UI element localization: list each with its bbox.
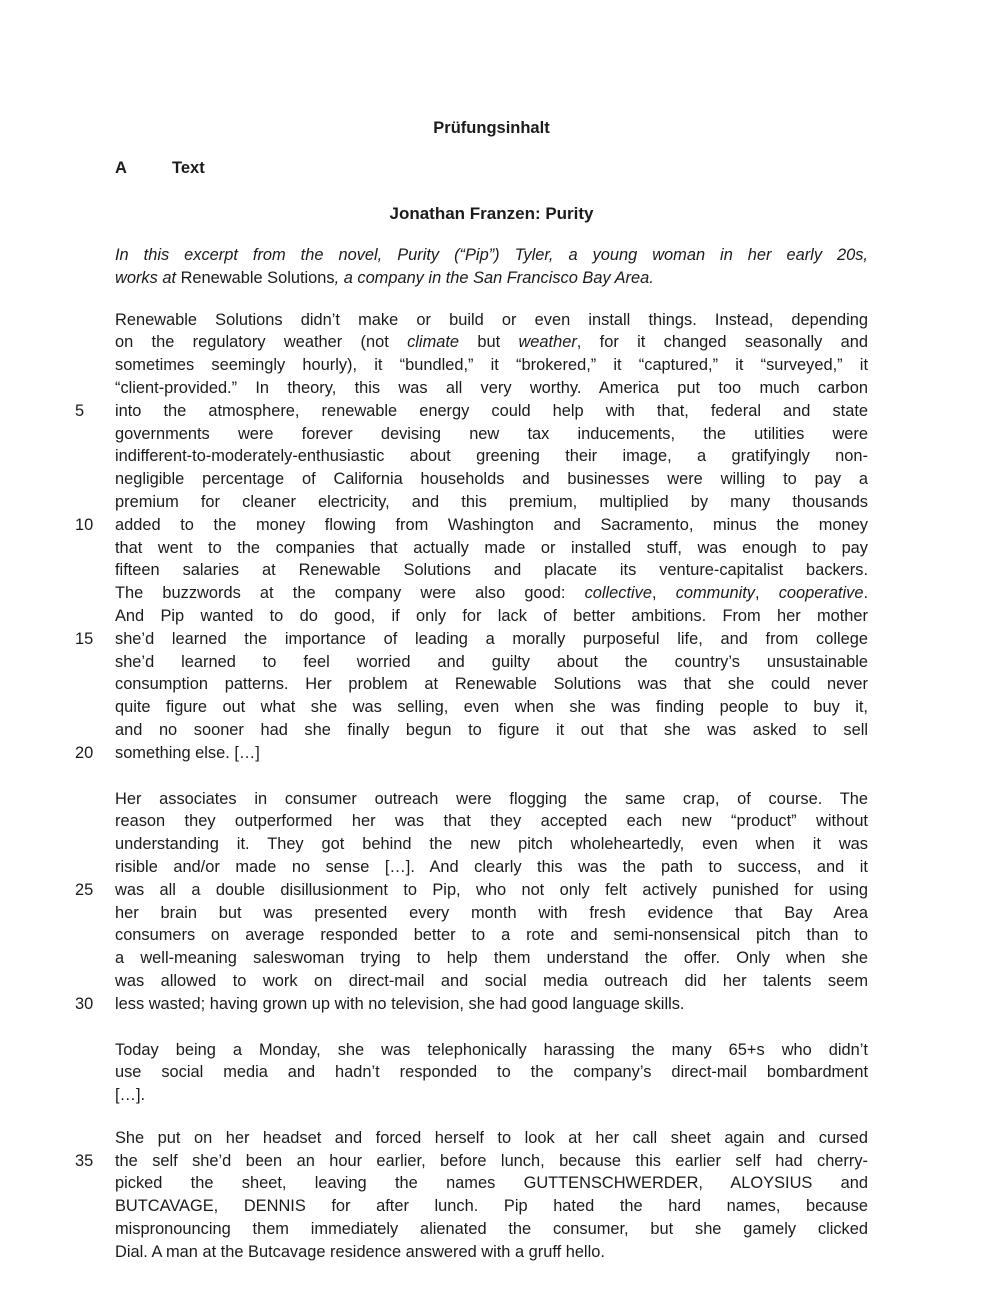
italic-run: climate xyxy=(407,333,460,352)
text-run: Her associates in consumer outreach were flogging the same crap, of course. The xyxy=(115,789,868,808)
line-number: 25 xyxy=(75,880,94,899)
line-number: 35 xyxy=(75,1151,94,1170)
paragraph xyxy=(75,309,869,765)
text-run: She put on her headset and forced herself to look at her call sheet again and cursed xyxy=(115,1128,868,1147)
text-run: Renewable Solutions xyxy=(180,268,335,287)
text-run: premium for cleaner electricity, and this premium, multiplied by many thousands xyxy=(115,492,868,511)
text-run: she’d learned to feel worried and guilty about the country’s unsustainable xyxy=(115,652,868,671)
page-heading: Prüfungsinhalt xyxy=(433,119,550,137)
text-run: that went to the companies that actually made or installed stuff, was enough to pay xyxy=(115,538,868,557)
text-run: reason they outperformed her was that they accepted each new “product” without xyxy=(115,812,868,831)
text-line xyxy=(115,1218,868,1241)
text-line xyxy=(115,468,868,491)
text-line xyxy=(115,1039,868,1062)
text-line xyxy=(75,993,868,1016)
text-run: “client-provided.” In theory, this was all very worthy. America put too much carbon xyxy=(115,378,868,397)
text-run: consumers on average responded better to a rote and semi-nonsensical pitch than to xyxy=(115,926,868,945)
text-line xyxy=(115,902,868,925)
text-run: a well-meaning saleswoman trying to help them understand the offer. Only when she xyxy=(115,949,868,968)
text-run: her brain but was presented every month with fresh evidence that Bay Area xyxy=(115,903,868,922)
text-run: sometimes seemingly hourly), it “bundled,” it “brokered,” it “captured,” it “surveyed,” it xyxy=(115,356,868,375)
text-run: mispronouncing them immediately alienated the consumer, but she gamely clicked xyxy=(115,1220,868,1239)
text-run: less wasted; having grown up with no television, she had good language skills. xyxy=(115,994,685,1013)
paragraph xyxy=(75,788,868,1016)
italic-run: collective xyxy=(584,584,652,603)
text-line xyxy=(115,377,868,400)
text-run: Dial. A man at the Butcavage residence answered with a gruff hello. xyxy=(115,1242,605,1261)
text-line xyxy=(115,651,868,674)
line-number: 10 xyxy=(75,515,94,534)
text-run: consumption patterns. Her problem at Renewable Solutions was that she could never xyxy=(115,675,868,694)
text-line xyxy=(115,423,868,446)
text-run: added to the money flowing from Washington and Sacramento, minus the money xyxy=(115,515,868,534)
italic-run: works at xyxy=(115,268,181,287)
paragraph xyxy=(75,1127,868,1264)
text-run: was allowed to work on direct-mail and social media outreach did her talents seem xyxy=(115,971,868,990)
text-run: governments were forever devising new tax inducements, the utilities were xyxy=(115,424,868,443)
text-line xyxy=(75,628,868,651)
text-run: quite figure out what she was selling, even when she was finding people to buy it, xyxy=(115,698,868,717)
line-number: 30 xyxy=(75,994,94,1013)
section-label: A xyxy=(115,159,127,177)
text-run: and no sooner had she finally begun to figure it out that she was asked to sell xyxy=(115,720,868,739)
text-line xyxy=(115,970,868,993)
text-line xyxy=(115,605,868,628)
text-line xyxy=(115,810,868,833)
text-line xyxy=(75,742,868,765)
text-line xyxy=(115,856,868,879)
text-line xyxy=(115,331,868,354)
text-line xyxy=(115,244,868,267)
intro-paragraph xyxy=(115,244,868,290)
italic-run: In this excerpt from the novel, Purity (“Pip”) Tyler, a young woman in her early 20s, xyxy=(115,246,868,264)
italic-run: , a company in the San Francisco Bay Area. xyxy=(334,268,654,287)
text-run: picked the sheet, leaving the names GUTTENSCHWERDER, ALOYSIUS and xyxy=(115,1174,868,1193)
italic-run: community xyxy=(675,584,755,603)
text-line xyxy=(115,947,868,970)
text-run: understanding it. They got behind the new pitch wholeheartedly, even when it was xyxy=(115,835,868,854)
text-line xyxy=(115,559,868,582)
text-line xyxy=(115,491,868,514)
text-run: something else. […] xyxy=(115,743,260,762)
text-line xyxy=(115,1127,868,1150)
text-line xyxy=(115,833,868,856)
text-run: And Pip wanted to do good, if only for lack of better ambitions. From her mother xyxy=(115,606,868,625)
text-run: , xyxy=(651,584,676,603)
paragraph xyxy=(115,1039,868,1107)
section-title: Text xyxy=(172,159,205,177)
line-number: 20 xyxy=(75,743,94,762)
italic-run: weather xyxy=(518,333,577,352)
text-line xyxy=(115,445,868,468)
text-run: the self she’d been an hour earlier, before lunch, because this earlier self had cherry- xyxy=(115,1151,868,1170)
text-line xyxy=(115,309,868,332)
text-run: she’d learned the importance of leading a morally purposeful life, and from college xyxy=(115,629,868,648)
text-run: negligible percentage of California households and businesses were willing to pay a xyxy=(115,470,868,489)
document-title: Jonathan Franzen: Purity xyxy=(389,204,594,223)
text-run: […]. xyxy=(115,1086,146,1105)
text-line xyxy=(115,673,868,696)
text-line xyxy=(75,400,868,423)
text-line xyxy=(75,1150,868,1173)
text-run: into the atmosphere, renewable energy could help with that, federal and state xyxy=(115,401,868,420)
text-line xyxy=(115,1241,868,1264)
text-line xyxy=(115,537,868,560)
italic-run: cooperative xyxy=(778,584,864,603)
line-number: 5 xyxy=(75,401,85,420)
text-run: . xyxy=(863,584,869,603)
text-line xyxy=(115,788,868,811)
text-run: was all a double disillusionment to Pip, who not only felt actively punished for using xyxy=(115,880,868,899)
text-line xyxy=(115,1061,868,1084)
text-line xyxy=(75,879,868,902)
text-line xyxy=(115,267,868,290)
text-line xyxy=(115,696,868,719)
text-line xyxy=(115,719,868,742)
text-run: BUTCAVAGE, DENNIS for after lunch. Pip hated the hard names, because xyxy=(115,1197,868,1216)
text-body xyxy=(75,244,869,1264)
text-run: fifteen salaries at Renewable Solutions and placate its venture-capitalist backers. xyxy=(115,561,868,580)
text-line xyxy=(115,924,868,947)
text-line xyxy=(75,514,868,537)
text-run: Renewable Solutions didn’t make or build or even install things. Instead, depending xyxy=(115,310,868,329)
text-line xyxy=(115,1084,868,1107)
text-run: but xyxy=(459,333,519,352)
text-run: use social media and hadn’t responded to the company’s direct-mail bombardment xyxy=(115,1063,868,1082)
line-number: 15 xyxy=(75,629,94,648)
text-run: The buzzwords at the company were also good: xyxy=(115,584,585,603)
text-run: indifferent-to-moderately-enthusiastic about greening their image, a gratifyingly non- xyxy=(115,447,868,466)
text-run: , xyxy=(754,584,779,603)
section-header xyxy=(115,157,868,180)
text-run: Today being a Monday, she was telephonically harassing the many 65+s who didn’t xyxy=(115,1040,868,1059)
text-line xyxy=(115,354,868,377)
text-line xyxy=(115,1172,868,1195)
text-run: , for it changed seasonally and xyxy=(576,333,868,352)
text-line xyxy=(115,582,868,605)
text-line xyxy=(115,1195,868,1218)
text-run: on the regulatory weather (not xyxy=(115,333,408,352)
page-content xyxy=(75,117,869,1287)
text-run: risible and/or made no sense […]. And clearly this was the path to success, and it xyxy=(115,857,868,876)
